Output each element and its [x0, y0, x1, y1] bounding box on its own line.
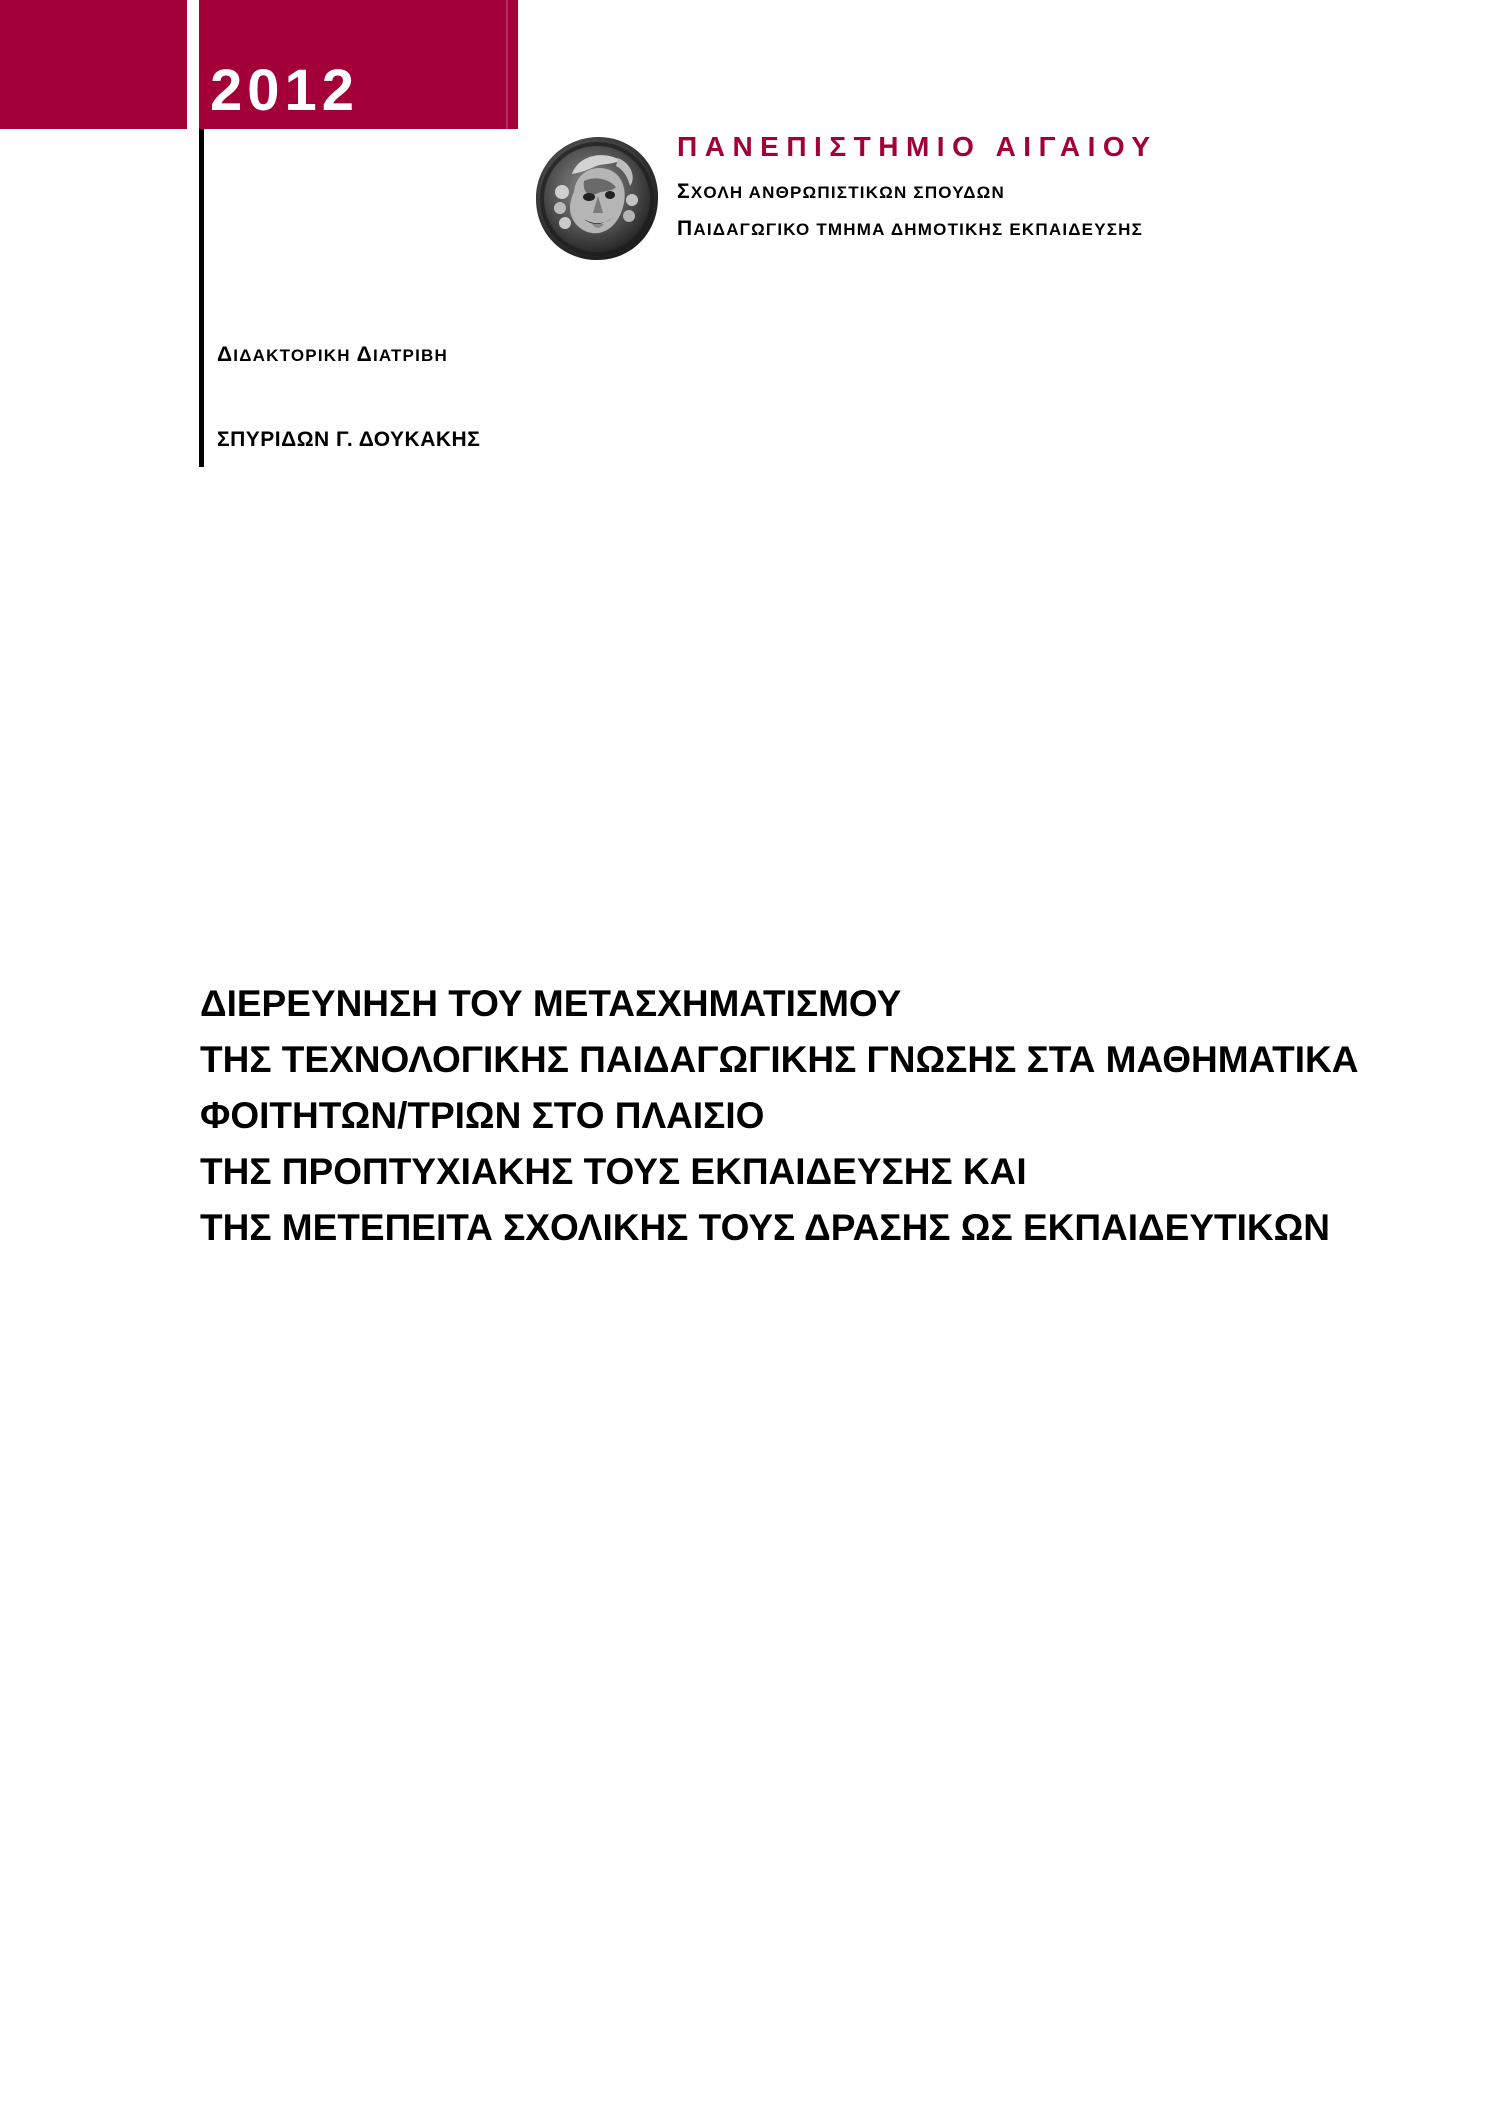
- university-logo: [532, 134, 662, 264]
- thesis-title: [200, 976, 1359, 1256]
- header-band-stripe: [506, 0, 508, 129]
- header-band-left: [0, 0, 187, 129]
- year-label: 2012: [210, 58, 360, 123]
- title-line: ΤΗΣ ΤΕΧΝΟΛΟΓΙΚΗΣ ΠΑΙΔΑΓΩΓΙΚΗΣ ΓΝΩΣΗΣ ΣΤΑ ΜΑΘΗΜΑΤΙΚΑ: [200, 1039, 1359, 1080]
- title-line: ΤΗΣ ΜΕΤΕΠΕΙΤΑ ΣΧΟΛΙΚΗΣ ΤΟΥΣ ΔΡΑΣΗΣ ΩΣ ΕΚΠΑΙΔΕΥΤΙΚΩΝ: [200, 1207, 1330, 1248]
- title-line: ΔΙΕΡΕΥΝΗΣΗ ΤΟΥ ΜΕΤΑΣΧΗΜΑΤΙΣΜΟΥ: [200, 983, 902, 1024]
- university-name: ΠΑΝΕΠΙΣΤΗΜΙΟ ΑΙΓΑΙΟΥ: [677, 131, 1158, 162]
- department-name: ΠΑΙΔΑΓΩΓΙΚΟ ΤΜΗΜΑ ΔΗΜΟΤΙΚΗΣ ΕΚΠΑΙΔΕΥΣΗΣ: [677, 217, 1144, 240]
- vertical-rule: [199, 129, 204, 467]
- school-name: ΣΧΟΛΗ ΑΝΘΡΩΠΙΣΤΙΚΩΝ ΣΠΟΥΔΩΝ: [677, 180, 1005, 203]
- author-name: ΣΠΥΡΙΔΩΝ Γ. ΔΟΥΚΑΚΗΣ: [217, 428, 481, 451]
- title-line: ΤΗΣ ΠΡΟΠΤΥΧΙΑΚΗΣ ΤΟΥΣ ΕΚΠΑΙΔΕΥΣΗΣ ΚΑΙ: [200, 1151, 1027, 1192]
- initial-capital: Σ: [677, 180, 691, 203]
- initial-capital: Δ: [356, 343, 373, 366]
- initial-capital: Δ: [217, 343, 234, 366]
- document-type: ΔΙΔΑΚΤΟΡΙΚΗ ΔΙΑΤΡΙΒΗ: [217, 343, 448, 366]
- initial-capital: Π: [677, 217, 694, 240]
- title-line: ΦΟΙΤΗΤΩΝ/ΤΡΙΩΝ ΣΤΟ ΠΛΑΙΣΙΟ: [200, 1095, 765, 1136]
